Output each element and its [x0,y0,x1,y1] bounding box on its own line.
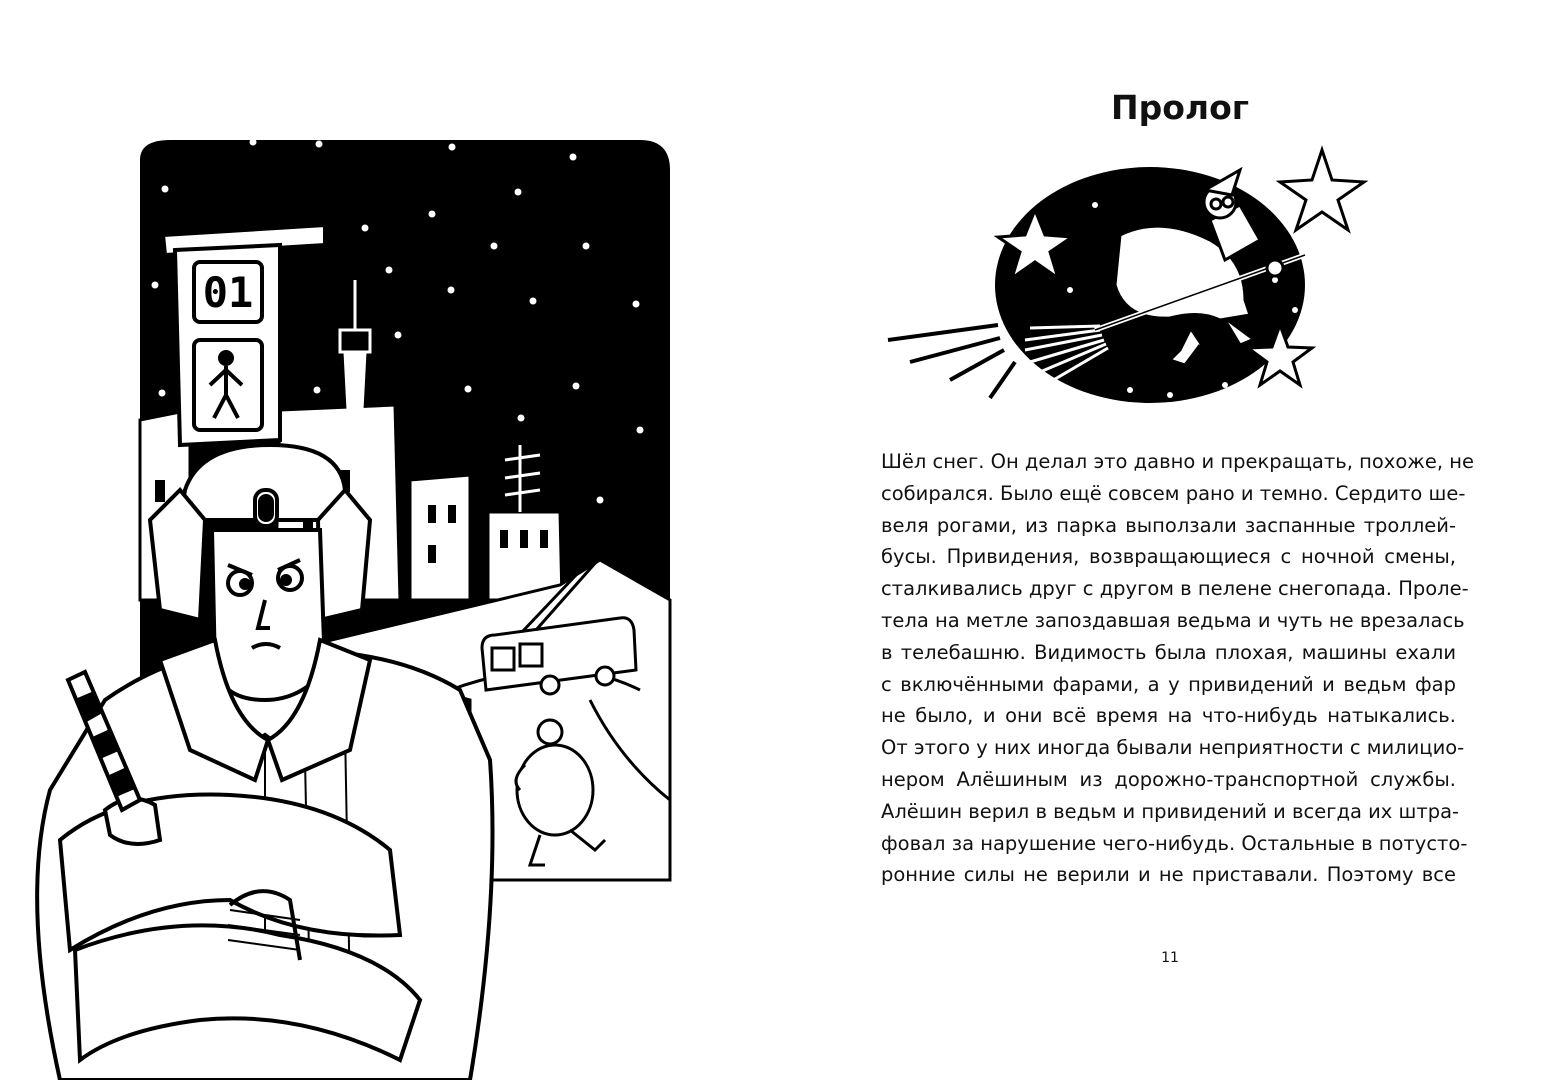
text-line: не было, и они всё время на что-нибудь натыкались. [881,704,1456,728]
text-line: Алёшин верил в ведьм и привидений и всегда их штра- [881,799,1460,823]
page-number: 11 [1161,950,1179,966]
text-line: собирался. Было ещё совсем рано и темно. Сердито ше- [881,481,1466,505]
text-line: От этого у них иногда бывали неприятности с милицио- [881,736,1465,760]
text-line: ронние силы не верили и не приставали. Поэтому все [881,863,1456,887]
text-line: бусы. Привидения, возвращающиеся с ночной смены, [881,545,1456,569]
body-text [881,446,1474,891]
policeman-illustration [0,0,780,1080]
text-line: веля рогами, из парка выползали заспанные троллей- [881,513,1456,537]
text-line: сталкивались друг с другом в пелене снегопада. Проле- [881,577,1469,601]
text-line: тела на метле запоздавшая ведьма и чуть не врезалась [881,608,1465,632]
text-line: с включёнными фарами, а у привидений и ведьм фар [881,672,1456,696]
witch-illustration [880,140,1380,420]
text-line: Шёл снег. Он делал это давно и прекращать, похоже, не [881,450,1474,473]
left-page [0,0,780,1080]
chapter-title: Пролог [1111,88,1249,127]
text-line: фовал за нарушение чего-нибудь. Остальные в потусто- [881,831,1468,855]
traffic-light-sign: 01 [202,268,254,317]
text-line: в телебашню. Видимость была плохая, машины ехали [881,640,1456,664]
text-line: нером Алёшиным из дорожно-транспортной службы. [881,767,1456,791]
